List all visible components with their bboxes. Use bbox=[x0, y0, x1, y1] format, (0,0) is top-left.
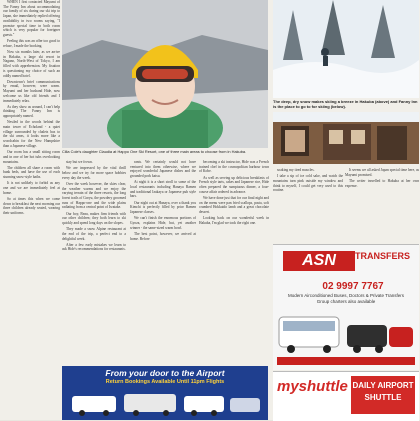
article-paragraph: Feeling this was an offer too good to refuse, I made the booking. bbox=[3, 39, 60, 48]
article-paragraph: It seems we all asked Japan special time here, as Mayumi promised. bbox=[345, 168, 419, 177]
asn-phone-number[interactable]: 02 9997 7767 bbox=[322, 281, 384, 292]
article-right-column-1 bbox=[273, 168, 343, 243]
article-paragraph: Our room has a small sitting room and in one of her hot tubs overlooking mountains. bbox=[3, 150, 60, 164]
asn-ad-line-2: Group charters also available bbox=[316, 299, 376, 304]
myshuttle-ad[interactable] bbox=[273, 371, 419, 421]
asn-ad-vehicles bbox=[277, 307, 415, 367]
shuttle-box-line-1: DAILY AIRPORT bbox=[352, 381, 414, 390]
article-paragraph: We can't finish the enormous portions of Gyoza, explains Hide, but, yet another winner - the same-sized warm bowl. bbox=[130, 216, 196, 230]
article-paragraph: At night it is a short stroll to some of the local restaurants including Hanaya Ramen and traditional Izakaya or Japanese pub style bars. bbox=[130, 180, 196, 199]
asn-transfers-ad[interactable] bbox=[273, 244, 419, 370]
article-paragraph: Our night out at Hanaya, over a thank you Kimchi is perfectly filled by prior Ramen Japanese classes. bbox=[130, 200, 196, 215]
article-right-column-2 bbox=[345, 168, 419, 243]
article-paragraph: WHEN I first contacted Mayumi of The Fanny Inn about accommodating our family of six during our ski trip to Japan, she immediately replied offering availability in two rooms saying, "I promise special time in both room which is very popular for foreigner guests." bbox=[3, 0, 60, 37]
article-paragraph: It is not unlikely to forbid us any one and we are immediately feel at home. bbox=[3, 181, 60, 195]
myshuttle-logo: myshuttle bbox=[277, 378, 348, 395]
article-column-4 bbox=[199, 160, 269, 365]
airport-ad-subtitle: Return Bookings Available Until 11pm Flights bbox=[105, 379, 225, 385]
daily-airport-shuttle-box bbox=[351, 376, 415, 414]
article-paragraph: Looking back on our wonderful week in Hakuba, I'm glad we took the right one. bbox=[199, 216, 269, 225]
article-paragraph: The writer travelled to Hakuba at her own expense. bbox=[345, 178, 419, 188]
shuttle-box-line-2: SHUTTLE bbox=[364, 393, 402, 402]
article-paragraph: Now six months later, as we arrive in Hakuba, a large ski resort in Nagano, North-West of Tokyo, I am filled with apprehension. My fixation is questioning my choice of such an oddly named hotel. bbox=[3, 50, 60, 78]
article-paragraph: As well as serving up delicious breakfasts of French style tarts, cakes and Japanese rice, Hide often prepared the sumptuous dinner, a four-course affair ordered in advance. bbox=[199, 175, 269, 194]
article-paragraph: Our boy, Beau, makes firm friends with our other children; they both learn to ski quickly and spend long days on the slopes. bbox=[62, 211, 126, 225]
snow-trees-photo bbox=[273, 0, 419, 98]
article-column-3 bbox=[130, 160, 196, 365]
asn-logo: ASN bbox=[283, 251, 355, 271]
asn-logo-subtitle: TRANSFERS bbox=[355, 251, 411, 261]
article-paragraph: I take a sip of ice cold sake, and watch the mountains turn pink outside my window and think to myself, I could get very used to this routine. bbox=[273, 174, 343, 193]
article-paragraph: So at times this when we come down to breakfast the next morning our three children already seated, wearing their uniforms. bbox=[3, 196, 60, 216]
snow-photo-caption: The deep, dry snow makes skiing a breeze in Hakuba (above) and Fanny Inn is the place to go to for skiing (below). bbox=[273, 99, 418, 109]
article-paragraph: rants. We certainly would not have ventured into them otherwise, where we enjoyed wonderful Japanese dishes and the grounded pork katsu. bbox=[130, 160, 196, 179]
airport-ad-title: From your door to the Airport bbox=[105, 368, 225, 378]
article-paragraph: The children all share a room with bunk beds, and have the use of each stunning snow-style baths. bbox=[3, 165, 60, 180]
article-paragraph: soaking my tired muscles. bbox=[277, 168, 315, 172]
article-paragraph: becoming a ski instructor, Hide was a French trained chef in the cosmopolitan harbour town of Kobe. bbox=[199, 160, 269, 174]
article-paragraph: Downtown's brief communications by email, however, were warm. Mayumi and her husband Hide, now welcome us like old friends and I immediately relax. bbox=[3, 79, 60, 103]
article-paragraph: Nestled in the woods behind the main tower of Echoland - a quiet village surrounded by chalets bus to the ski areas, it looks more like a woodcabin for the New Hampshire than a Japanese village. bbox=[3, 120, 60, 148]
article-paragraph: We have done just that for our final night and on the menu were pan fried scallops, pasta, soft crumbed Hokkaido lamb and a great chocolate dessert. bbox=[199, 195, 269, 215]
fanny-inn-photo bbox=[273, 112, 419, 164]
article-column-1 bbox=[3, 0, 60, 420]
article-paragraph: The best point, however, we arrived at home. Before bbox=[130, 231, 196, 241]
article-column-2 bbox=[62, 160, 126, 365]
article-paragraph: Over the week however, the skies clear, the weather warms and we enjoy the varying terrain of the three resorts, the long forest trails of Goryu, the powdery groomed runs of Happo-one and the wide plains radiating from a central point of Iwatake. bbox=[62, 181, 126, 210]
article-paragraph: After a few early mistakes we learn to ask Hide's recommendations for restaurants. bbox=[62, 242, 126, 252]
skier-child-photo bbox=[62, 0, 268, 148]
article-paragraph: They made a snow Alpine restaurant at the end of the trip, a perfect end to a delightful week. bbox=[62, 227, 126, 241]
article-paragraph: We are impressed by the vital thrill below and we try for more space hobbies every day the week. bbox=[62, 166, 126, 180]
asn-ad-line-1: Modern Airconditioned Buses, Doctors & Private Transfers bbox=[287, 293, 405, 298]
article-paragraph: As they show us around, I can't help thinking The Fanny Inn is appropriately named. bbox=[3, 104, 60, 119]
airport-transfer-ad[interactable] bbox=[62, 366, 268, 420]
airport-ad-vehicles bbox=[62, 388, 268, 418]
main-photo-caption: Cilla Cole's daughter Claudia at Happo One Ski Resort, one of three main areas to choose from in Hakuba. bbox=[62, 149, 247, 154]
article-paragraph: stay but we frown. bbox=[66, 160, 93, 164]
